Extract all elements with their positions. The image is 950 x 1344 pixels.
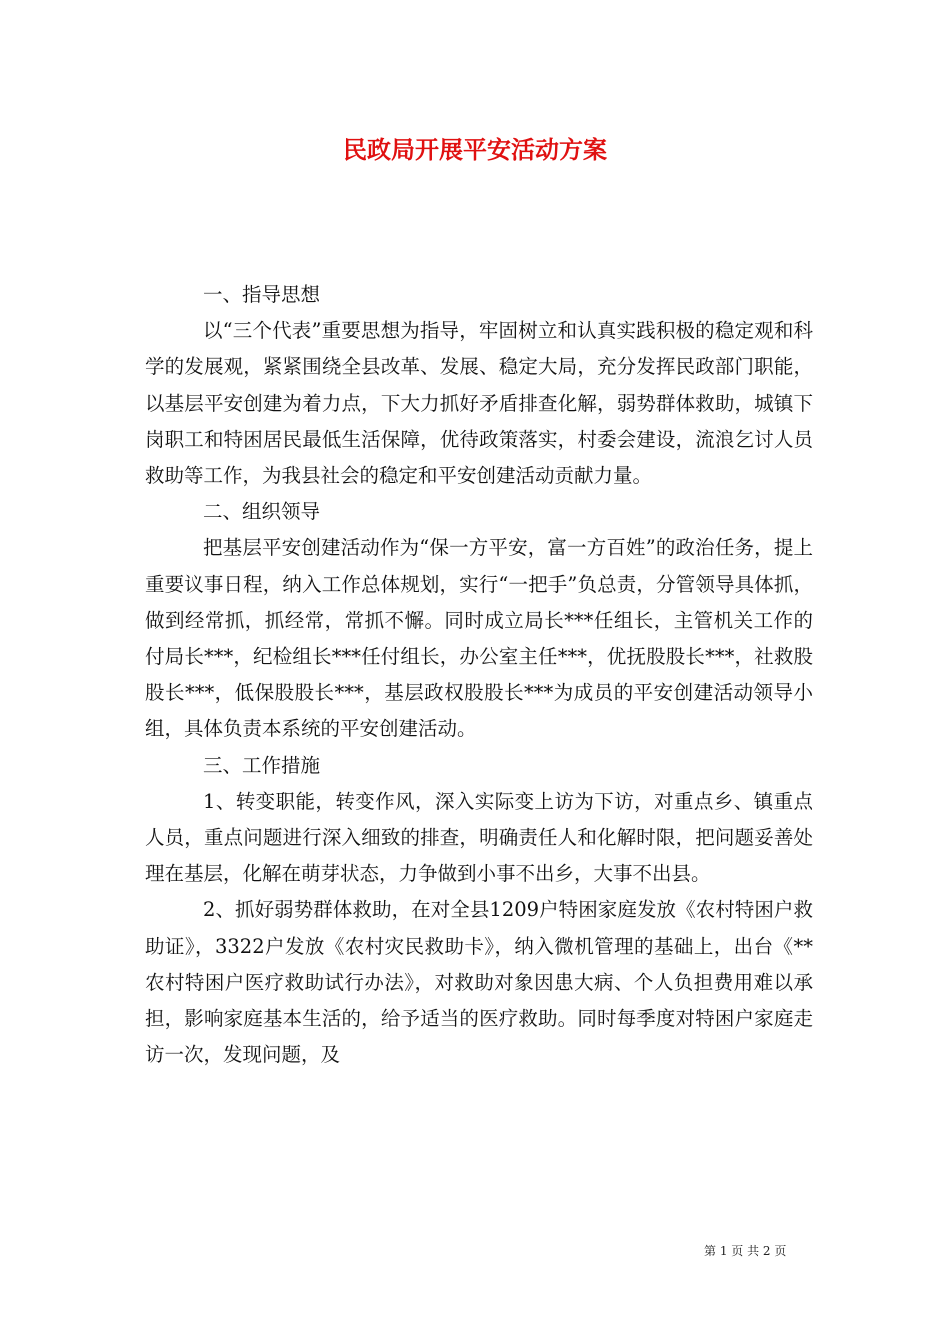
paragraph-measure-2: 2、抓好弱势群体救助，在对全县1209户特困家庭发放《农村特困户救助证》，3322户发放《农村灾民救助卡》，纳入微机管理的基础上，出台《**农村特困户医疗救助试行办法》，对救助对象因患大病、个人负担费用难以承担，影响家庭基本生活的，给予适当的医疗救助。同时每季度对特困户家庭走访一次，发现问题，及 [145,898,813,1067]
paragraph-organization-leadership: 把基层平安创建活动作为“保一方平安，富一方百姓”的政治任务，提上重要议事日程，纳入工作总体规划，实行“一把手”负总责，分管领导具体抓，做到经常抓，抓经常，常抓不懈。同时成立局长***任组长，主管机关工作的付局长***，纪检组长***任付组长，办公室主任***，优抚股股长***，社救股股长***，低保股股长***，基层政权股股长***为成员的平安创建活动领导小组，具体负责本系统的平安创建活动。 [145,536,813,741]
paragraph-guiding-ideology: 以“三个代表”重要思想为指导，牢固树立和认真实践积极的稳定观和科学的发展观，紧紧围绕全县改革、发展、稳定大局，充分发挥民政部门职能，以基层平安创建为着力点，下大力抓好矛盾排查化解，弱势群体救助，城镇下岗职工和特困居民最低生活保障，优待政策落实，村委会建设，流浪乞讨人员救助等工作，为我县社会的稳定和平安创建活动贡献力量。 [145,319,813,488]
page-number-footer: 第 1 页 共 2 页 [704,1244,787,1258]
paragraph-measure-1: 1、转变职能，转变作风，深入实际变上访为下访，对重点乡、镇重点人员，重点问题进行深入细致的排查，明确责任人和化解时限，把问题妥善处理在基层，化解在萌芽状态，力争做到小事不出乡，大事不出县。 [145,789,813,886]
section-heading-work-measures: 三、工作措施 [203,753,321,777]
section-heading-organization-leadership: 二、组织领导 [203,500,321,524]
document-title: 民政局开展平安活动方案 [343,135,607,164]
section-heading-guiding-ideology: 一、指导思想 [203,283,321,306]
document-body [145,277,813,1073]
